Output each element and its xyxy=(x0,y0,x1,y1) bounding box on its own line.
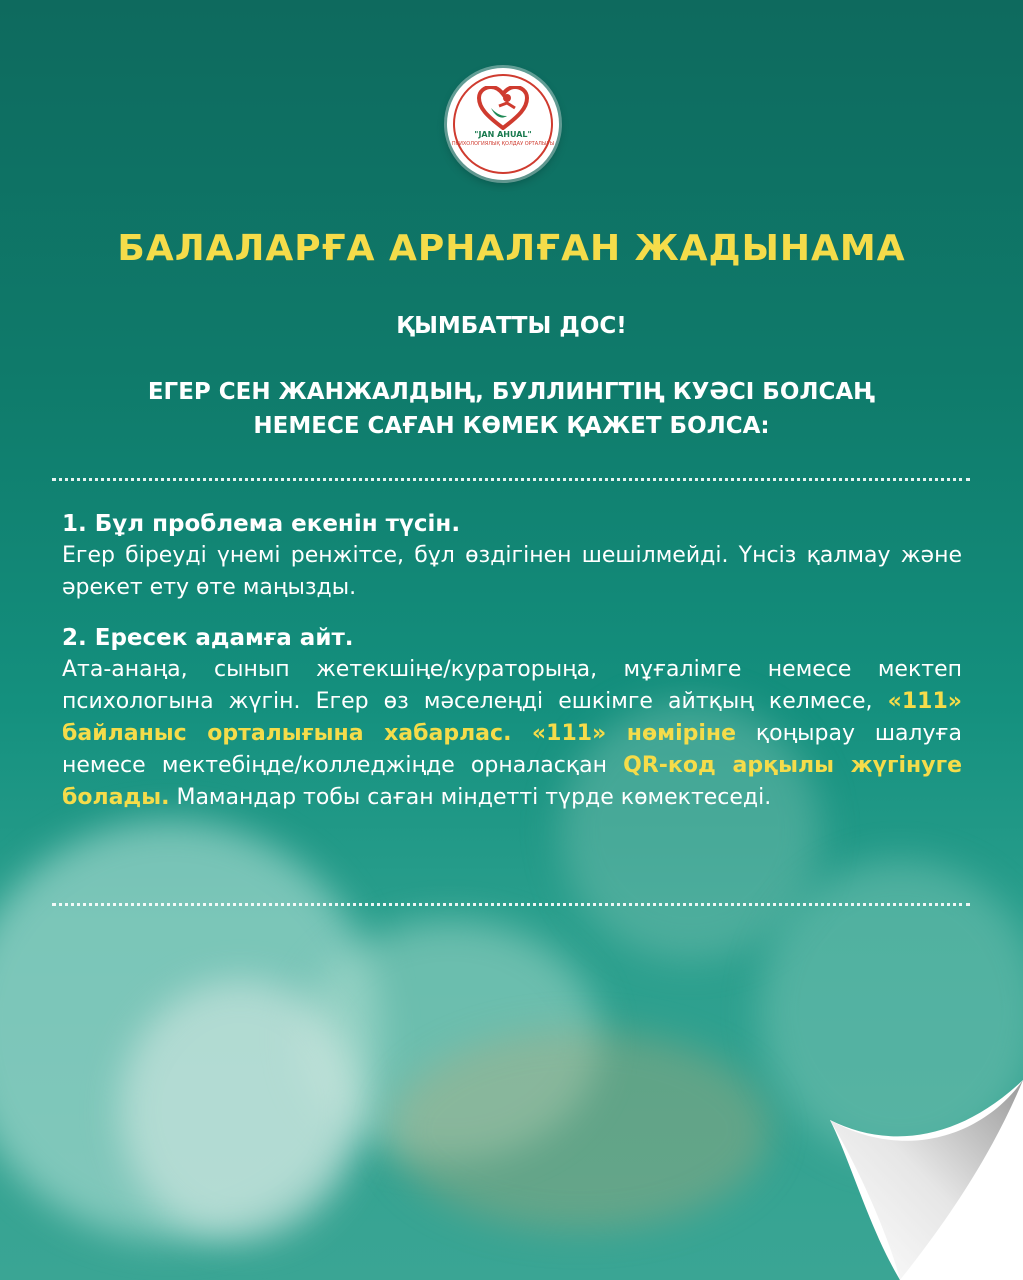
tip-2-text-3: Мамандар тобы саған міндетті түрде көмектеседі. xyxy=(169,785,772,810)
tip-1-body: Егер біреуді үнемі ренжітсе, бұл өздігінен шешілмейді. Үнсіз қалмау және әрекет ету өте маңызды. xyxy=(62,543,962,600)
heart-person-icon xyxy=(477,86,529,130)
intro-text xyxy=(0,375,1023,443)
page-title: БАЛАЛАРҒА АРНАЛҒАН ЖАДЫНАМА xyxy=(117,228,906,269)
tip-2-text-2: қоңырау шалуға немесе мектебіңде/колледжіңде орналасқан xyxy=(62,721,962,778)
hotline-highlight: «111» байланыс орталығына хабарлас. «111» нөміріне xyxy=(62,689,962,746)
dotted-divider-bottom xyxy=(52,903,970,906)
tip-2-text-1: Ата-анаңа, сынып жетекшіңе/кураторыңа, мұғалімге немесе мектеп психологына жүгін. Егер өз мәселеңді ешкімге айтқың келмесе, xyxy=(62,657,962,714)
tip-item-2 xyxy=(62,622,962,814)
logo-name: "JAN AHUAL" xyxy=(474,130,532,139)
tip-item-1 xyxy=(62,508,962,604)
tip-2-body xyxy=(62,654,962,814)
greeting: ҚЫМБАТТЫ ДОС! xyxy=(396,313,627,339)
intro-line-2: НЕМЕСЕ САҒАН КӨМЕК ҚАЖЕТ БОЛСА: xyxy=(253,413,770,439)
intro-line-1: ЕГЕР СЕН ЖАНЖАЛДЫҢ, БУЛЛИНГТІҢ КУӘСІ БОЛСАҢ xyxy=(147,379,876,405)
logo-subtitle: ПСИХОЛОГИЯЛЫҚ ҚОЛДАУ ОРТАЛЫҒЫ xyxy=(451,141,555,147)
dotted-divider-top xyxy=(52,478,970,481)
tip-1-heading: 1. Бұл проблема екенін түсін. xyxy=(62,511,461,537)
logo xyxy=(447,68,559,180)
tip-2-heading: 2. Ересек адамға айт. xyxy=(62,625,354,651)
qr-code-highlight: QR-код арқылы жүгінуге болады. xyxy=(62,753,963,810)
page-curl-icon xyxy=(830,1080,1023,1280)
